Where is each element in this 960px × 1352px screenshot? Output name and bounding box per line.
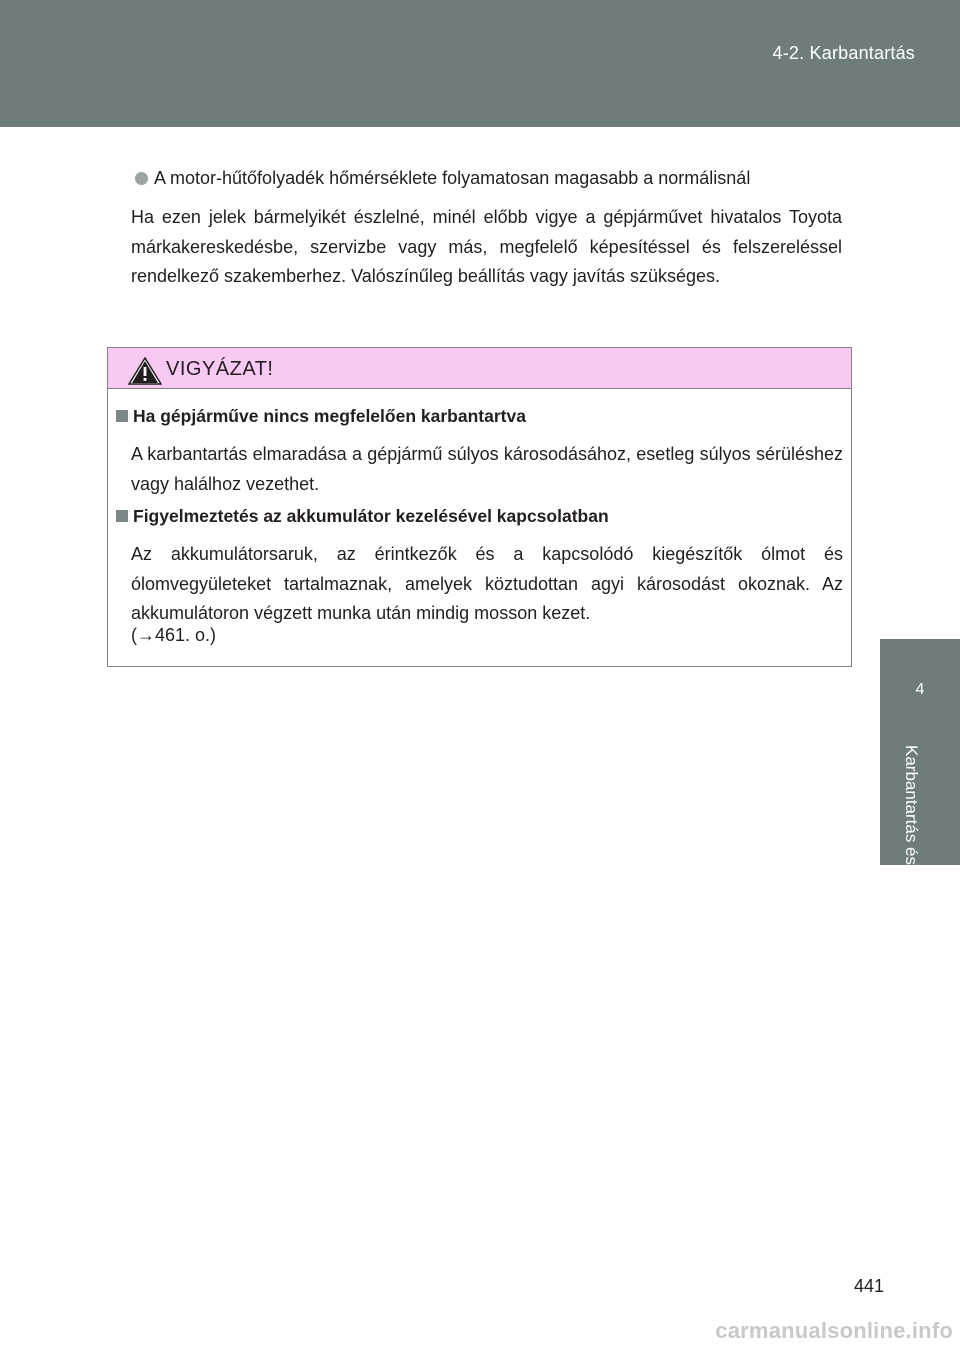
chapter-number: 4 bbox=[915, 681, 925, 698]
caution-item-text: Az akkumulátorsaruk, az érintkezők és a kapcsolódó kiegészítők ólmot és ólomvegyületeket tartalmaznak, amelyek köztudottan agyi károsodást okoznak. Az akkumulátoron végzett munka után mindig mosson kezet. bbox=[131, 544, 843, 623]
page-number: 441 bbox=[853, 1276, 884, 1296]
bullet-text: A motor-hűtőfolyadék hőmérséklete folyamatosan magasabb a normálisnál bbox=[154, 168, 751, 188]
caution-item-heading: Figyelmeztetés az akkumulátor kezelésével kapcsolatban bbox=[116, 506, 609, 527]
caution-item-heading: Ha gépjárműve nincs megfelelően karbantartva bbox=[116, 406, 526, 427]
caution-header bbox=[108, 348, 851, 389]
caution-title: VIGYÁZAT! bbox=[166, 358, 274, 380]
bullet-item bbox=[135, 166, 855, 190]
watermark: carmanualsonline.info bbox=[715, 1318, 953, 1343]
square-bullet-icon bbox=[116, 510, 128, 522]
warning-triangle-icon bbox=[128, 357, 162, 385]
side-tab-blank bbox=[880, 127, 960, 639]
chapter-side-tab bbox=[880, 127, 960, 1352]
square-bullet-icon bbox=[116, 410, 128, 422]
bullet-dot-icon bbox=[135, 172, 148, 185]
body-paragraph: Ha ezen jelek bármelyikét észlelné, minél előbb vigye a gépjárművet hivatalos Toyota márkakereskedésbe, szervizbe vagy más, megfelelő képesítéssel és felszereléssel rendelkező szakemberhez. Valószínűleg beállítás vagy javítás szükséges. bbox=[131, 207, 842, 286]
chapter-title: Karbantartás és ápolás bbox=[902, 745, 921, 920]
page-reference: (→461. o.) bbox=[131, 625, 217, 645]
section-title: 4-2. Karbantartás bbox=[772, 43, 915, 63]
caution-box bbox=[107, 347, 852, 667]
header-band bbox=[0, 0, 960, 127]
caution-item-text: A karbantartás elmaradása a gépjármű súlyos károsodásához, esetleg súlyos sérüléshez vagy halálhoz vezethet. bbox=[131, 444, 843, 494]
